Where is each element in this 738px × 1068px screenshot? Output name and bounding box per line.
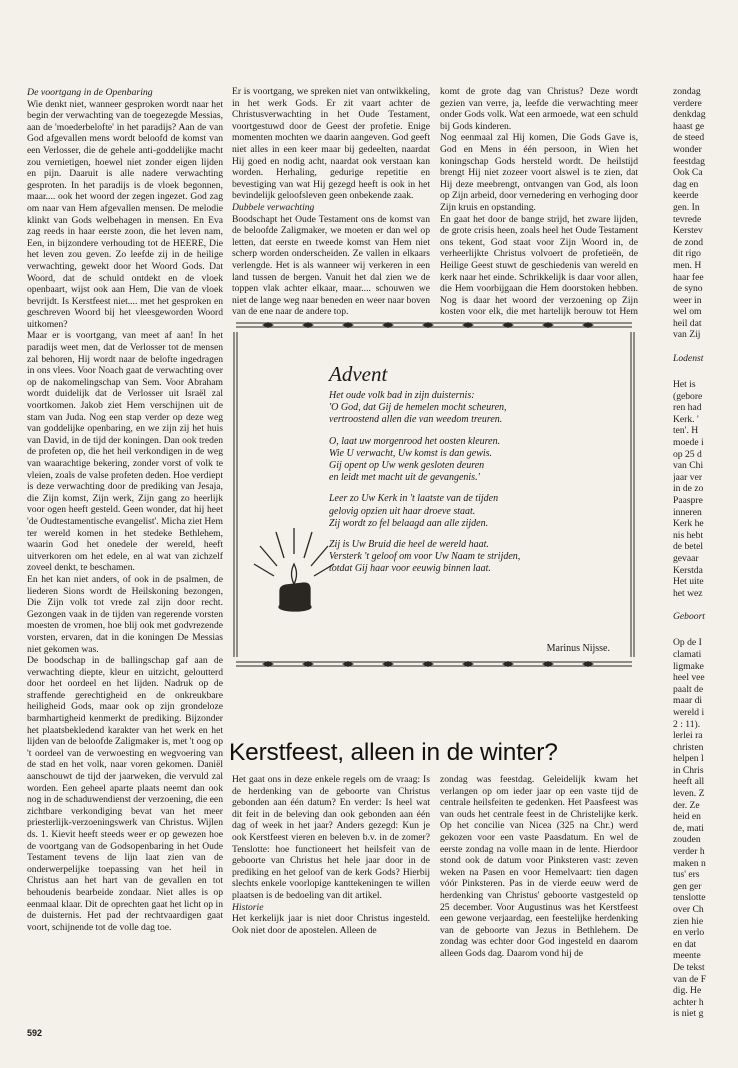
- paragraph: Er is voortgang, we spreken niet van ontwikkeling, in het werk Gods. Er zit vaart achter de Christusverwachting in het Oude Testament, voortgestuwd door de Geest der profetie. Enige momenten mochten we daarin aangeven. God geeft niet alles in een keer maar bij gedeelten, naardat Hij goed en nodig acht, naardat ook verstaan kan worden. Herhaling, gedurige repetitie en bevestiging van wat Hij gezegd heeft is ook in het bevindelijk geloofsleven geen onbekende zaak.: [232, 86, 430, 202]
- poem-line: Het oude volk bad in zijn duisternis:: [329, 390, 475, 401]
- section-heading: Lodenst: [673, 353, 704, 365]
- spacer: [673, 625, 738, 637]
- line: denkdag: [673, 109, 706, 121]
- line: van Zij: [673, 329, 701, 341]
- line: heil dat: [673, 317, 702, 329]
- line: het wez: [673, 587, 703, 599]
- line: achter h: [673, 996, 704, 1008]
- paragraph: De boodschap in de ballingschap gaf aan de verwachting diepte, kleur en uitzicht, geloutterd door het oordeel en het lijden. Nadruk op de straffende gerechtigheid en de onkreukbare heiligheid Gods, maar ook op zijn grondeloze barmhartigheid kenmerkt de prediking. Bijzonder het plaatsbekledend karakter van het werk en het lijden van de beloofde Zaligmaker is, met 't oog op 't oordeel van de verwoesting en wegvoering van de stad en het volk, naar voren gekomen. Daniël aanschouwt de tijd der jaarweken, die vervuld zal worden. Een geheel aparte plaats neemt dan ook nog in de schaduwendienst der verzoening, die een zichtbare verkondiging bevat van het meer priesterlijk-verzoeningswerk van Christus. Wijlen ds. 1. Kievit heeft steeds weer er op gewezen hoe de voortgang van de Godsopenbaring in het Oude Testament tevens de lijn laat zien van de onderwerpelijke toepassing van het heil in Christus aan het hart van de gevallen en tot behoudenis bearbeide zondaar. Niet alles is op eenmaal klaar. Dit de oprechten gaat het licht op in de duisternis. Het pad der rechtvaardigen gaat voort, schijnende tot de volle dag toe.: [27, 655, 223, 933]
- section-heading: De voortgang in de Openbaring: [27, 87, 153, 98]
- line: gevaar: [673, 552, 699, 564]
- paragraph: En gaat het door de bange strijd, het zware lijden, de grote crisis heen, zoals heel het Oude Testament ons tekent, God staat voor Zijn Woord in, de verheerlijkte Christus volvoert de profetieën, de Heilige Geest stuwt de geschiedenis van wereld en kerk naar het einde. Schrikkelijk is daar voor allen, die Hem voorbijgaan die Hem doorstoken hebben. Nog is daar het woord der verzoening op Zijn kosten voor elk, die met hartelijk berouw tot Hem: [440, 213, 638, 316]
- section-heading: Geboort: [673, 611, 705, 623]
- line: Kerk he: [673, 518, 704, 530]
- line: in de zo: [673, 483, 704, 495]
- poem-line: Zij wordt zo fel belaagd aan alle zijden.: [329, 517, 489, 529]
- line: jaar ver: [673, 471, 703, 483]
- line: clamati: [673, 648, 702, 660]
- line: dig. He: [673, 985, 702, 997]
- poem-line: Zij is Uw Bruid die heel de wereld haat.: [329, 539, 489, 551]
- line: zouden: [673, 834, 701, 846]
- poem-line: Leer zo Uw Kerk in 't laatste van de tijden: [329, 493, 499, 505]
- paragraph: Wie denkt niet, wanneer gesproken wordt naar het begin der verwachting van de toegezegde Messias, aan de 'moederbelofte' in het paradijs? Aan de van God afgevallen mens wordt beloofd de komst van een Verlosser, die de gehele anti-goddelijke macht zou vernietigen, hoewel niet zonder eigen lijden en pijn. Daaruit is alle nadere verwachting gesproten. In het paradijs is de vloek begonnen, maar.... ook het woord der zegen ingezet. God zag om naar van Hem afgevallen mensen. De melodie klinkt van Gods welbehagen in mensen. En Eva zag reeds in haar eerste zoon, die het leven nam, Een, in bijzondere verhouding tot de HEERE, Die het leven zou geven. Zo leefde zij in de heilige verwachting, gewekt door het Woord Gods. Dat Woord, dat de schuld ontdekt en de vloek openbaart, wijst ook aan Hem, Die van de vloek bevrijdt. Is Kerstfeest niet.... met het gesproken en geschreven Woord bij het vleesgeworden Woord uitkomen?: [27, 98, 223, 330]
- poem-stanza: [329, 493, 619, 530]
- spacer: [673, 341, 738, 353]
- line: christen: [673, 741, 704, 753]
- line: heel vee: [673, 672, 705, 684]
- line: van de F: [673, 973, 707, 985]
- line: maar di: [673, 695, 703, 707]
- line: Op de I: [673, 637, 702, 649]
- paragraph: Het kerkelijk jaar is niet door Christus ingesteld. Ook niet door de apostelen. Alleen de: [232, 913, 430, 936]
- line: moede i: [673, 437, 704, 449]
- line: maken n: [673, 857, 706, 869]
- line: Het uite: [673, 576, 704, 588]
- spacer: [673, 599, 738, 611]
- line: men. H: [673, 259, 702, 271]
- line: heeft all: [673, 776, 705, 788]
- line: over Ch: [673, 904, 704, 915]
- line: wereld i: [673, 706, 705, 718]
- line: inneren: [673, 506, 702, 518]
- paragraph: En het kan niet anders, of ook in de psalmen, de liederen Sions wordt de Heilskoning bezongen, Die Zijn volk tot vrede zal zijn door recht. Gezongen vaak in de tijden van regerende vorsten moesten de vromen, hoe blij ook met godvrezende vorsten, ervaren, dat in die koningen De Messias niet gekomen was.: [27, 573, 223, 655]
- line: Paaspre: [673, 495, 703, 506]
- line: de betel: [673, 541, 704, 553]
- line: wonder: [673, 143, 702, 155]
- line: helpen l: [673, 753, 704, 765]
- section-heading: Historie: [232, 901, 264, 913]
- line: dit rigo: [673, 248, 701, 260]
- cropped-column: [673, 86, 738, 1026]
- poem-stanza: [329, 390, 619, 427]
- line: lerlei ra: [673, 730, 703, 742]
- line: en dat: [673, 938, 697, 950]
- poem-author: Marinus Nijsse.: [546, 643, 610, 654]
- line: tus' ers: [673, 869, 700, 881]
- line: Kerk. ': [673, 413, 699, 425]
- line: Kerstda: [673, 564, 703, 576]
- line: De tekst: [673, 961, 705, 973]
- line: leven. Z: [673, 788, 705, 800]
- line: Het is: [673, 379, 696, 391]
- line: (gebore: [673, 390, 703, 402]
- line: verder h: [673, 846, 705, 858]
- line: en verlo: [673, 927, 705, 939]
- poem-stanza: [329, 436, 619, 485]
- line: verdere: [673, 97, 702, 109]
- poem-line: en leidt met macht uit de gevangenis.': [329, 472, 480, 484]
- line: feestdag: [673, 155, 705, 167]
- poem-stanza: [329, 539, 619, 576]
- article-headline: Kerstfeest, alleen in de winter?: [229, 739, 558, 766]
- line: der. Ze: [673, 799, 700, 811]
- line: wel om: [673, 306, 702, 318]
- line: meente: [673, 950, 701, 962]
- article-column-1: [27, 87, 223, 967]
- poem-line: vertroostend allen die van weedom treuren.: [329, 414, 503, 426]
- line: tevrede: [673, 213, 702, 225]
- poem-body: [329, 390, 619, 585]
- line: op 25 d: [673, 448, 702, 460]
- poem-title: Advent: [329, 362, 388, 386]
- line: ten'. H: [673, 425, 699, 437]
- poem-line: O, laat uw morgenrood het oosten kleuren.: [329, 435, 501, 447]
- poem-line: 'O God, dat Gij de hemelen mocht scheuren,: [329, 402, 507, 414]
- line: de, mati: [673, 822, 704, 834]
- line: ren had: [673, 402, 702, 414]
- article-column-2: [232, 86, 430, 316]
- article-column-3: [440, 86, 638, 316]
- poem-line: gelovig opzien uit haar droeve staat.: [329, 505, 476, 517]
- poem-line: Gij opent op Uw wenk gesloten deuren: [329, 460, 485, 472]
- poem-line: Versterk 't geloof om voor Uw Naam te strijden,: [329, 551, 521, 563]
- section-heading: Dubbele verwachting: [232, 201, 315, 213]
- paragraph: zondag was feestdag. Geleidelijk kwam het verlangen op om ieder jaar op een vaste tijd de centrale heilsfeiten te gedenken. Het Paasfeest was van ouds het centrale feest in de Christelijke kerk. Op het concilie van Nicea (325 na Chr.) werd gekozen voor een vaste Paasdatum. En wel de eerste zondag na volle maan in de lente. Hierdoor stond ook de datum voor Pinksteren vast: zeven weken na Pasen en voor Hemelvaart: tien dagen vóór Pinksteren. Pas in de vierde eeuw werd de herdenking van Christus' geboorte vastgesteld op 25 december. Voor Augustinus was het Kerstfeest een gewone verjaardag, een feestelijke herdenking van de geboorte van Jezus in Bethlehem. De zondag was echter door God ingesteld en daarom alleen Gods dag. Daarom vond hij de: [440, 774, 638, 959]
- article2-column-1: [232, 774, 430, 974]
- line: haast ge: [673, 120, 705, 132]
- poem-line: Wie U verwacht, Uw komst is dan gewis.: [329, 447, 493, 459]
- line: nis hebt: [673, 529, 704, 541]
- candle-icon: [254, 528, 334, 611]
- line: ligmake: [673, 660, 704, 672]
- line: de syno: [673, 283, 703, 295]
- paragraph: komt de grote dag van Christus? Deze wordt gezien van verre, ja, leefde die verwachting meer onder Gods volk. Wat een armoede, wat een schuld bij Gods kinderen.: [440, 86, 638, 132]
- line: gen ger: [673, 880, 702, 892]
- line: de steed: [673, 132, 705, 144]
- poem-line: totdat Gij haar voor eeuwig binnen laat.: [329, 563, 491, 575]
- page-number: 592: [27, 1028, 43, 1038]
- line: dag en: [673, 178, 699, 190]
- paragraph: Maar er is voortgang, van meet af aan! In het paradijs weet men, dat de Verlosser tot de mensen zal behoren, Hij wordt naar de belofte ingedragen in ons vlees. Voor Noach gaat de verwachting over op de nakomelingschap van Sem. Voor Abraham wordt duidelijk dat de Verlosser uit Israël zal voortkomen. Jakob ziet Hem verschijnen uit de stam van Juda. Nog een stap verder op deze weg van goddelijke openbaring, en we zijn zij het huis van David, in de tijd der koningen. Dan ook treden de profeten op, die het heil verkondigen in de weg van waarachtige bekering, zonder vorst of volk te vleien, zoals de valse profeten deden. Hoe verdiept is deze verwachting door de prediking van Jesaja, die Zijn komst, Zijn werk, Zijn gang zo heerlijk voor ogen heeft gesteld. Geen wonder, dat hij heet 'de Oudtestamentische evangelist'. Micha ziet Hem ter wereld komen in het stedeke Bethlehem, waarin God het onedele der wereld, heeft uitverkoren om het edele, en al wat van zichzelf zoveel denkt, te beschamen.: [27, 330, 223, 574]
- line: is niet g: [673, 1008, 704, 1020]
- line: zondag: [673, 86, 701, 97]
- spacer: [673, 367, 738, 379]
- line: de zond: [673, 236, 704, 248]
- line: Ook Ca: [673, 167, 703, 179]
- line: van Chi: [673, 460, 704, 472]
- line: 2 : 11).: [673, 718, 701, 730]
- paragraph: Nog eenmaal zal Hij komen, Die Gods Gave is, God en Mens in één persoon, in Wien het koningschap Gods hersteld wordt. De heilstijd brengt Hij niet zozeer voort alswel is te zien, dat Hij deze meebrengt, ontvangen van God, als loon op Zijn arbeid, door vernedering en verhoging door Zijn kruis en opstanding.: [440, 132, 638, 213]
- paragraph: Boodschapt het Oude Testament ons de komst van de beloofde Zaligmaker, we moeten er dan wel op letten, dat eerste en tweede komst van Hem niet scherp worden onderscheiden. Ze vallen in elkaars verlengde. Het is als wanneer wij verkeren in een land tussen de bergen. Vanuit het dal zien we de toppen vlak achter elkaar, maar.... schouwen we niet de lange weg naar beneden en weer naar boven van de ene naar de andere top.: [232, 213, 430, 316]
- article2-column-2: [440, 774, 638, 974]
- line: in Chris: [673, 764, 704, 776]
- line: Kerstev: [673, 225, 703, 237]
- line: tenslotte: [673, 892, 706, 904]
- line: keerde: [673, 190, 699, 202]
- line: gen. In: [673, 201, 700, 213]
- line: weer in: [673, 294, 702, 306]
- line: haar fee: [673, 271, 704, 283]
- advent-poem-box: [232, 318, 636, 671]
- paragraph: Het gaat ons in deze enkele regels om de vraag: Is de herdenking van de geboorte van Christus gebonden aan één datum? En verder: Is heel wat dit feit in de beleving dan ook gebonden aan één dag of week in het jaar? Anders gezegd: Kun je ook Kerstfeest vieren en beleven b.v. in de zomer? Tenslotte: hoe functioneert het heilsfeit van de geboorte van Christus het hele jaar door in de prediking en het geloof van de kerk Gods? Hierbij slechts enkele voorlopige kanttekeningen te willen plaatsen is de bedoeling van dit artikel.: [232, 774, 430, 901]
- line: paalt de: [673, 683, 704, 695]
- line: heid en: [673, 811, 701, 823]
- line: zien hie: [673, 915, 704, 927]
